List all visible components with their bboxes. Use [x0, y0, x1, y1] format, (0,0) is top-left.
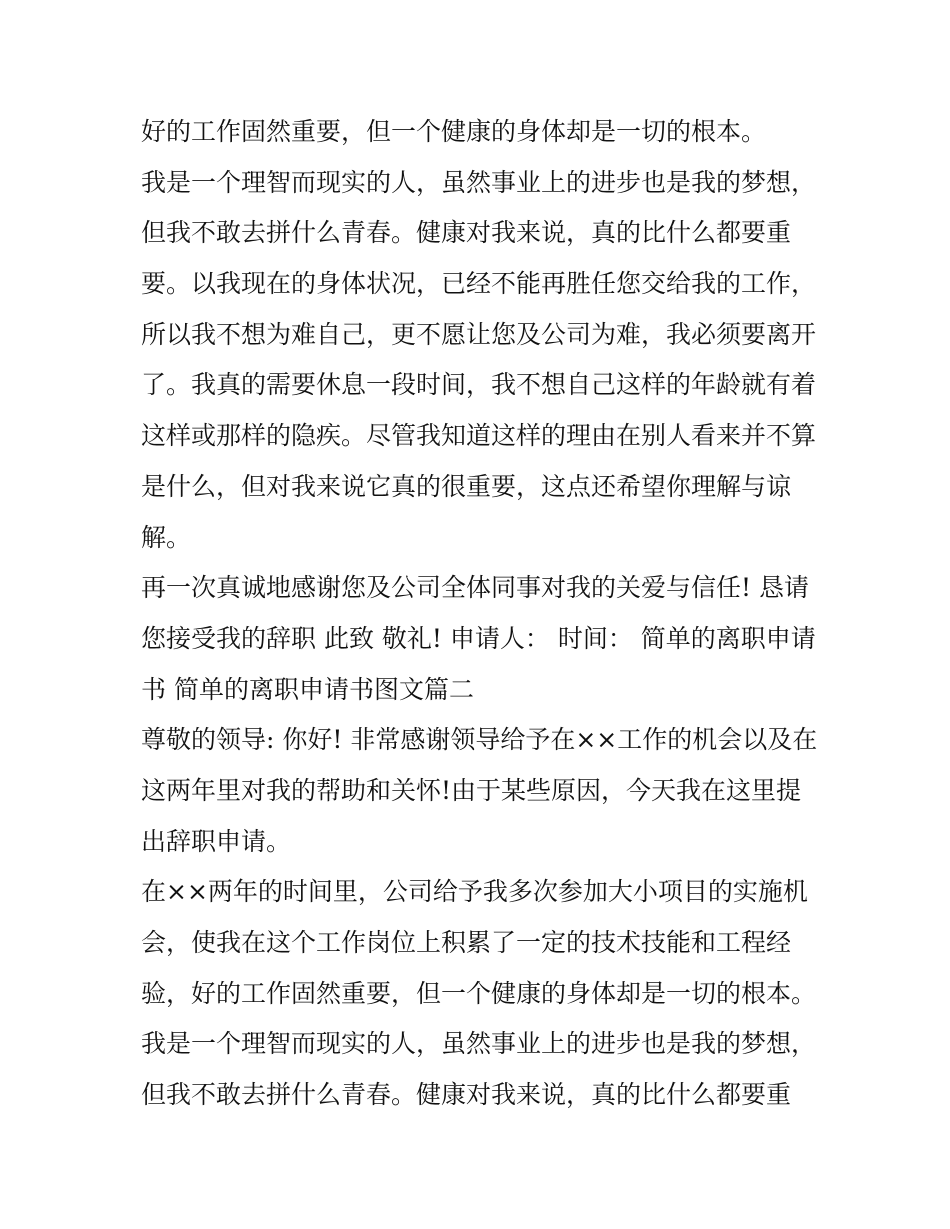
text-line: 书 简单的离职申请书图文篇二	[141, 674, 474, 704]
text-line: 这两年里对我的帮助和关怀!由于某些原因，今天我在这里提	[141, 775, 802, 805]
text-line: 好的工作固然重要，但一个健康的身体却是一切的根本。	[141, 117, 767, 146]
text-line: 解。	[141, 522, 192, 552]
text-line: 要。以我现在的身体状况，已经不能再胜任您交给我的工作，	[141, 269, 817, 299]
document-body	[141, 107, 821, 1121]
text-line: 出辞职申请。	[141, 826, 292, 856]
text-line: 我是一个理智而现实的人，虽然事业上的进步也是我的梦想，	[141, 167, 817, 197]
text-line: 但我不敢去拼什么青春。健康对我来说，真的比什么都要重	[141, 218, 792, 248]
text-line: 是什么，但对我来说它真的很重要，这点还希望你理解与谅	[141, 471, 792, 501]
text-line: 会，使我在这个工作岗位上积累了一定的技术技能和工程经	[141, 928, 792, 957]
text-line: 验，好的工作固然重要，但一个健康的身体却是一切的根本。	[141, 978, 817, 1008]
text-line: 您接受我的辞职 此致 敬礼! 申请人： 时间： 简单的离职申请	[141, 623, 816, 653]
text-line: 所以我不想为难自己，更不愿让您及公司为难，我必须要离开	[141, 319, 817, 349]
paragraph-4	[141, 715, 821, 867]
text-line: 了。我真的需要休息一段时间，我不想自己这样的年龄就有着	[141, 370, 817, 400]
paragraph-2	[141, 158, 821, 564]
paragraph-5	[141, 867, 821, 1019]
text-line: 在××两年的时间里，公司给予我多次参加大小项目的实施机	[141, 877, 808, 907]
text-line: 我是一个理智而现实的人，虽然事业上的进步也是我的梦想，	[141, 1029, 817, 1059]
text-line: 这样或那样的隐疾。尽管我知道这样的理由在别人看来并不算	[141, 421, 817, 451]
paragraph-3	[141, 563, 821, 715]
paragraph-1	[141, 107, 821, 158]
text-line: 但我不敢去拼什么青春。健康对我来说，真的比什么都要重	[141, 1080, 792, 1110]
paragraph-6	[141, 1019, 821, 1120]
text-line: 再一次真诚地感谢您及公司全体同事对我的关爱与信任! 恳请	[141, 573, 809, 603]
text-line: 尊敬的领导: 你好! 非常感谢领导给予在××工作的机会以及在	[141, 725, 818, 755]
